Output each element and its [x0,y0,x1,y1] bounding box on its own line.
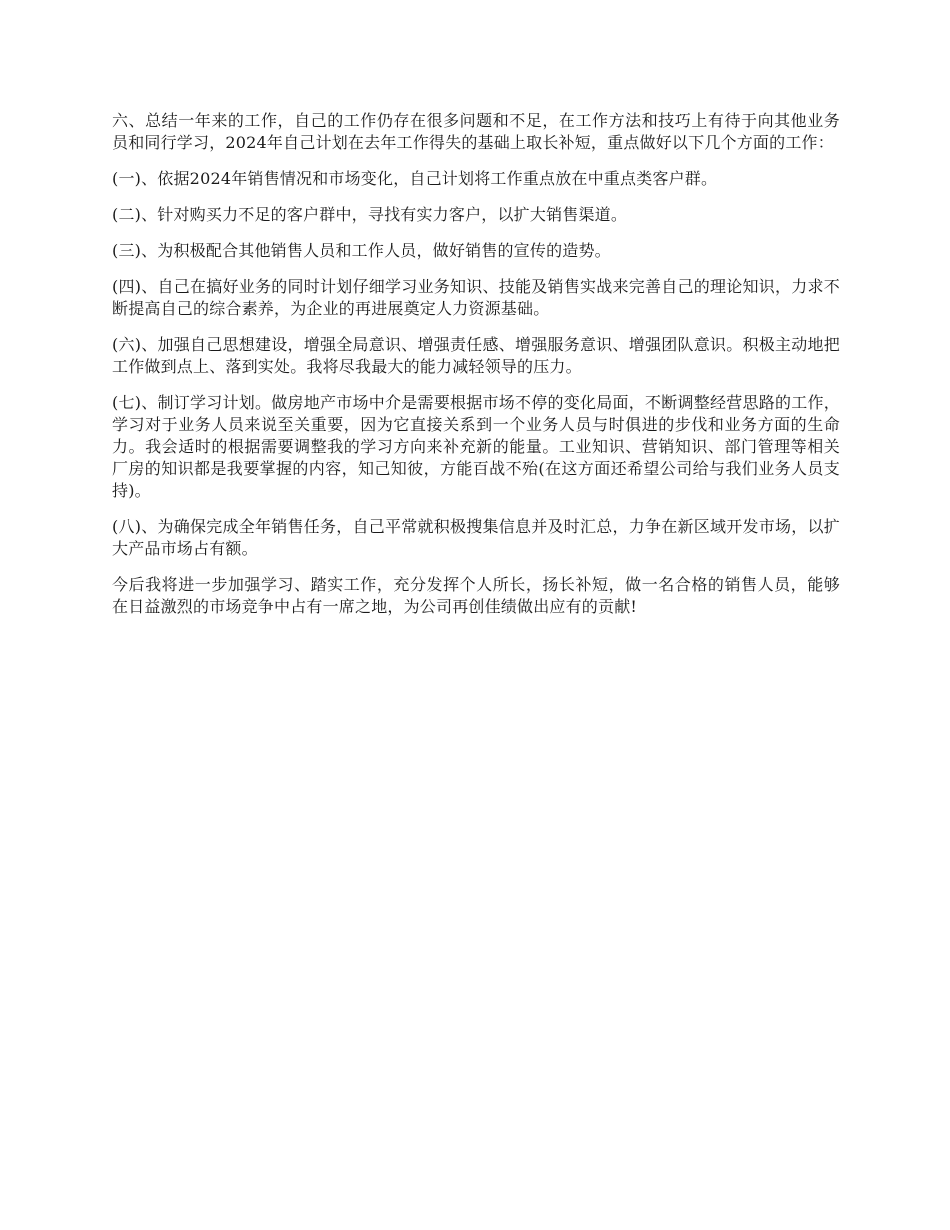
paragraph-item-2: (二)、针对购买力不足的客户群中，寻找有实力客户，以扩大销售渠道。 [112,205,628,224]
paragraph-conclusion: 今后我将进一步加强学习、踏实工作，充分发挥个人所长，扬长补短，做一名合格的销售人员，能够在日益激烈的市场竞争中占有一席之地，为公司再创佳绩做出应有的贡献! [112,575,840,616]
document-body [112,110,840,632]
paragraph-item-7: (七)、制订学习计划。做房地产市场中介是需要根据市场不停的变化局面，不断调整经营思路的工作，学习对于业务人员来说至关重要，因为它直接关系到一个业务人员与时俱进的步伐和业务方面的生命力。我会适时的根据需要调整我的学习方向来补充新的能量。工业知识、营销知识、部门管理等相关厂房的知识都是我要掌握的内容，知己知彼，方能百战不殆(在这方面还希望公司给与我们业务人员支持)。 [112,393,840,500]
paragraph-item-3: (三)、为积极配合其他销售人员和工作人员，做好销售的宣传的造势。 [112,241,611,260]
paragraph-item-4: (四)、自己在搞好业务的同时计划仔细学习业务知识、技能及销售实战来完善自己的理论知识，力求不断提高自己的综合素养，为企业的再进展奠定人力资源基础。 [112,277,840,318]
paragraph-item-8: (八)、为确保完成全年销售任务，自己平常就积极搜集信息并及时汇总，力争在新区域开发市场，以扩大产品市场占有额。 [112,517,840,558]
paragraph-item-1: (一)、依据2024年销售情况和市场变化，自己计划将工作重点放在中重点类客户群。 [112,169,718,188]
paragraph-item-6: (六)、加强自己思想建设，增强全局意识、增强责任感、增强服务意识、增强团队意识。积极主动地把工作做到点上、落到实处。我将尽我最大的能力减轻领导的压力。 [112,335,840,376]
paragraph-summary: 六、总结一年来的工作，自己的工作仍存在很多问题和不足，在工作方法和技巧上有待于向其他业务员和同行学习，2024年自己计划在去年工作得失的基础上取长补短，重点做好以下几个方面的工作： [112,111,840,152]
